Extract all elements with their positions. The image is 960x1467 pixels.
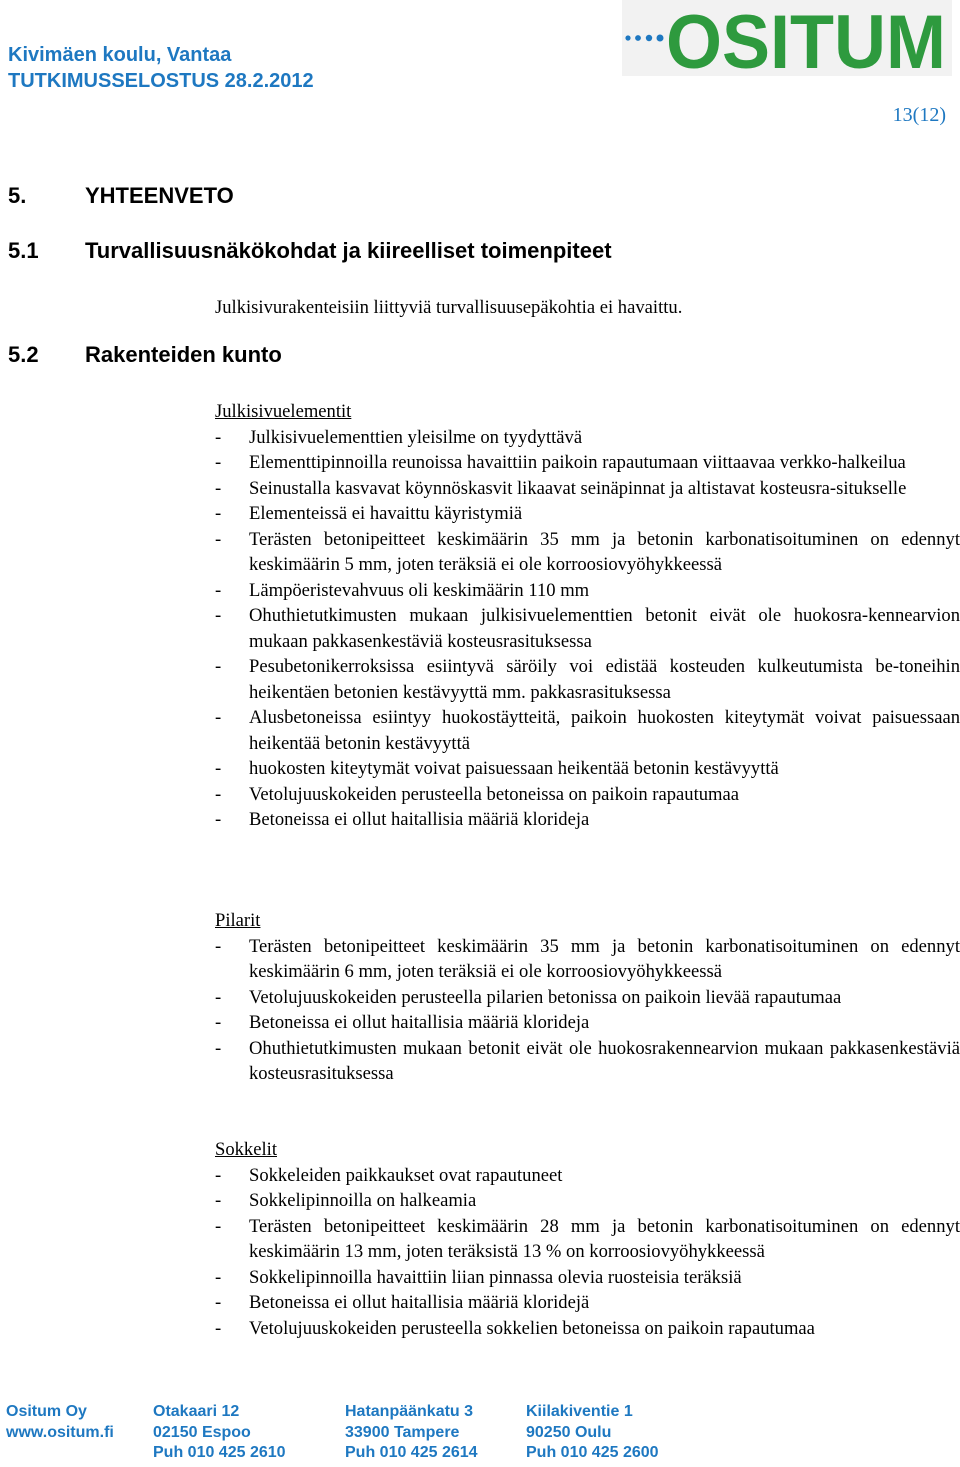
footer-address: Otakaari 12 (153, 1403, 240, 1420)
page-number: 13(12) (892, 104, 946, 126)
sokkelit-group (215, 1137, 960, 1341)
ositum-logo (622, 0, 952, 76)
footer-postcode: 33900 Tampere (345, 1423, 460, 1441)
section-number: 5. (8, 183, 27, 208)
section-title: Rakenteiden kunto (85, 342, 282, 367)
list-item: - Terästen betonipeitteet keskimäärin 35 mm ja betonin karbonatisoituminen on edennyt keskimäärin 6 mm, joten teräksiä ei ole korroosiovyöhykkeessä (215, 935, 960, 982)
footer-postcode: 90250 Oulu (526, 1423, 612, 1441)
list-item: - Ohuthietutkimusten mukaan betonit eivät ole huokosrakennearvion mukaan pakkasenkestäviä kosteusrasituksessa (215, 1037, 960, 1084)
header-organization: Kivimäen koulu, Vantaa (8, 44, 232, 66)
list-item: - Betoneissa ei ollut haitallisia määriä klorideja (215, 1012, 590, 1033)
footer-phone: Puh 010 425 2600 (526, 1444, 659, 1461)
list-item: - Betoneissa ei ollut haitallisia määriä klorideja (215, 809, 590, 830)
list-item: - Terästen betonipeitteet keskimäärin 35 mm ja betonin karbonatisoituminen on edennyt keskimäärin 5 mm, joten teräksiä ei ole korroosiovyöhykkeessä (215, 528, 960, 575)
document-header (8, 42, 314, 94)
pilarit-group (215, 908, 960, 1087)
section-5-1-text: Julkisivurakenteisiin liittyviä turvallisuusepäkohtia ei havaittu. (215, 297, 683, 318)
list-item: - Seinustalla kasvavat köynnöskasvit likaavat seinäpinnat ja altistavat kosteusra-situkselle (215, 477, 907, 499)
header-report-title: TUTKIMUSSELOSTUS 28.2.2012 (8, 70, 314, 92)
footer-espoo-column (153, 1402, 286, 1464)
list-item: - Sokkelipinnoilla on halkeamia (215, 1190, 477, 1211)
footer-phone: Puh 010 425 2610 (153, 1444, 286, 1461)
list-item: - Sokkelipinnoilla havaittiin liian pinnassa olevia ruosteisia teräksiä (215, 1266, 742, 1288)
group-title: Julkisivuelementit (215, 401, 352, 422)
section-title: Turvallisuusnäkökohdat ja kiireelliset toimenpiteet (85, 238, 612, 263)
list-item: - Alusbetoneissa esiintyy huokostäytteitä, paikoin huokosten kiteytymät voivat paisuessaan heikentää betonin kestävyyttä (215, 707, 960, 754)
group-title: Sokkelit (215, 1139, 277, 1160)
list-item: - Vetolujuuskokeiden perusteella pilarien betonissa on paikoin lievää rapautumaa (215, 986, 842, 1008)
list-item: - Elementtipinnoilla reunoissa havaittiin paikoin rapautumaan viittaavaa verkko-halkeilua (215, 452, 906, 473)
footer-company-name: Ositum Oy (6, 1403, 87, 1420)
section-number: 5.1 (8, 238, 39, 263)
footer-postcode: 02150 Espoo (153, 1423, 251, 1441)
julkisivuelementit-group (215, 399, 960, 833)
footer-tampere-column (345, 1402, 478, 1464)
section-5-heading (8, 183, 234, 209)
footer-oulu-column (526, 1402, 659, 1464)
list-item: - huokosten kiteytymät voivat paisuessaan heikentää betonin kestävyyttä (215, 758, 779, 779)
footer-phone: Puh 010 425 2614 (345, 1444, 478, 1461)
page-footer (0, 1390, 960, 1467)
section-title: YHTEENVETO (85, 183, 234, 208)
section-5-1-heading (8, 238, 612, 264)
section-number: 5.2 (8, 342, 39, 367)
list-item: - Terästen betonipeitteet keskimäärin 28 mm ja betonin karbonatisoituminen on edennyt keskimäärin 13 mm, joten teräksistä 13 % on korroosiovyöhykkeessä (215, 1215, 960, 1262)
list-item: - Elementeissä ei havaittu käyristymiä (215, 503, 523, 524)
logo-text: OSITUM (666, 0, 946, 76)
footer-company-column (6, 1402, 114, 1443)
footer-address: Kiilakiventie 1 (526, 1403, 633, 1420)
section-5-2-heading (8, 342, 282, 368)
footer-website: www.ositum.fi (6, 1423, 114, 1441)
list-item: - Betoneissa ei ollut haitallisia määriä kloridejä (215, 1292, 590, 1313)
list-item: - Lämpöeristevahvuus oli keskimäärin 110 mm (215, 579, 590, 601)
list-item: - Julkisivuelementtien yleisilme on tyydyttävä (215, 426, 583, 448)
list-item: - Ohuthietutkimusten mukaan julkisivuelementtien betonit eivät ole huokosra-kennearvion mukaan pakkasenkestäviä kosteusrasituksessa (215, 605, 960, 652)
list-item: - Pesubetonikerroksissa esiintyvä säröily voi edistää kosteuden kulkeutumista be-toneihin heikentäen betonien kestävyyttä mm. pakkasrasituksessa (215, 656, 960, 703)
list-item: - Vetolujuuskokeiden perusteella betoneissa on paikoin rapautumaa (215, 783, 740, 805)
group-title: Pilarit (215, 910, 261, 931)
footer-address: Hatanpäänkatu 3 (345, 1403, 474, 1420)
list-item: - Sokkeleiden paikkaukset ovat rapautuneet (215, 1164, 563, 1186)
list-item: - Vetolujuuskokeiden perusteella sokkelien betoneissa on paikoin rapautumaa (215, 1317, 815, 1339)
